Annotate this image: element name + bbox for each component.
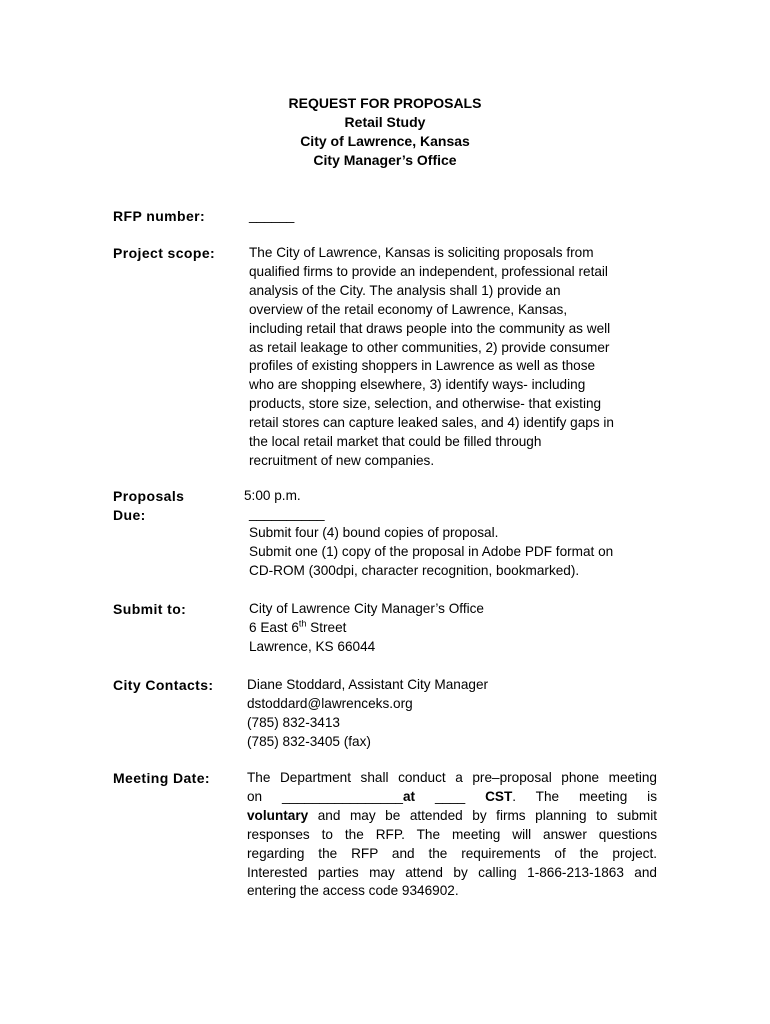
scope-line: who are shopping elsewhere, 3) identify ways- including (249, 377, 586, 393)
address-line-1: City of Lawrence City Manager’s Office (249, 601, 484, 616)
contact-phone: (785) 832-3413 (247, 714, 340, 730)
title-line-1: REQUEST FOR PROPOSALS (288, 95, 482, 111)
scope-line: including retail that draws people into the community as well (249, 320, 611, 336)
project-scope-label: Project scope: (113, 245, 216, 261)
meeting-line: voluntary and may be attended by firms planning to submit (247, 807, 657, 823)
rfp-number-blank: ______ (249, 208, 295, 223)
document-title (0, 94, 770, 170)
proposals-due-label-line-1: Proposals (113, 488, 185, 504)
meeting-line: entering the access code 9346902. (247, 883, 459, 899)
contact-email: dstoddard@lawrenceks.org (247, 695, 413, 711)
title-line-2: Retail Study (344, 114, 426, 130)
city-contacts-details (247, 676, 657, 752)
meeting-line: regarding the RFP and the requirements of the project. (247, 845, 657, 861)
street-ordinal: th (298, 618, 307, 629)
voluntary-emphasis: voluntary (247, 807, 309, 823)
scope-line: analysis of the City. The analysis shall 1) provide an (249, 282, 561, 298)
meeting-time-blank: ____ (434, 788, 466, 804)
timezone: CST (485, 788, 513, 804)
scope-line: products, store size, selection, and otherwise- that existing (249, 396, 602, 412)
meeting-line: on ________________at ____ CST. The meeting is (247, 788, 657, 804)
proposals-due-time (244, 487, 654, 506)
meeting-date-blank: ________________ (282, 788, 403, 804)
scope-line: overview of the retail economy of Lawrence, Kansas, (249, 301, 568, 317)
scope-line: recruitment of new companies. (249, 452, 435, 468)
scope-line: the local retail market that could be filled through (249, 434, 542, 450)
contact-fax: (785) 832-3405 (fax) (247, 733, 371, 749)
meeting-date-label: Meeting Date: (113, 770, 210, 786)
submit-to-label: Submit to: (113, 601, 187, 617)
title-line-4: City Manager’s Office (313, 152, 457, 168)
scope-line: profiles of existing shoppers in Lawrence as well as those (249, 358, 596, 374)
street-number: 6 East 6 (249, 619, 299, 635)
contact-name: Diane Stoddard, Assistant City Manager (247, 677, 489, 692)
submit-to-address (249, 600, 659, 657)
rfp-number-label: RFP number: (113, 208, 206, 224)
meeting-line: responses to the RFP. The meeting will answer questions (247, 826, 657, 842)
city-contacts-label: City Contacts: (113, 677, 214, 693)
due-line: Submit one (1) copy of the proposal in Adobe PDF format on (249, 543, 614, 559)
rfp-number-value (249, 207, 659, 226)
proposals-due-label (113, 487, 184, 525)
scope-line: retail stores can capture leaked sales, and 4) identify gaps in (249, 415, 614, 431)
proposals-due-label-line-2: Due: (113, 507, 146, 523)
proposals-due-details (249, 505, 659, 581)
street-name: Street (306, 619, 347, 635)
scope-line: as retail leakage to other communities, 2) provide consumer (249, 339, 610, 355)
meeting-line: Interested parties may attend by calling 1-866-213-1863 and (247, 864, 657, 880)
meeting-line: The Department shall conduct a pre–proposal phone meeting (247, 770, 657, 785)
due-line: CD-ROM (300dpi, character recognition, bookmarked). (249, 562, 580, 578)
scope-line: qualified firms to provide an independent, professional retail (249, 263, 608, 279)
project-scope-text (249, 244, 659, 471)
address-line-3: Lawrence, KS 66044 (249, 638, 376, 654)
due-time: 5:00 p.m. (244, 488, 301, 503)
address-line-2 (249, 619, 659, 638)
meeting-date-text (247, 769, 657, 901)
title-line-3: City of Lawrence, Kansas (300, 133, 470, 149)
scope-line: The City of Lawrence, Kansas is soliciting proposals from (249, 245, 594, 260)
due-date-blank: __________ (249, 506, 325, 521)
due-line: Submit four (4) bound copies of proposal. (249, 524, 499, 540)
